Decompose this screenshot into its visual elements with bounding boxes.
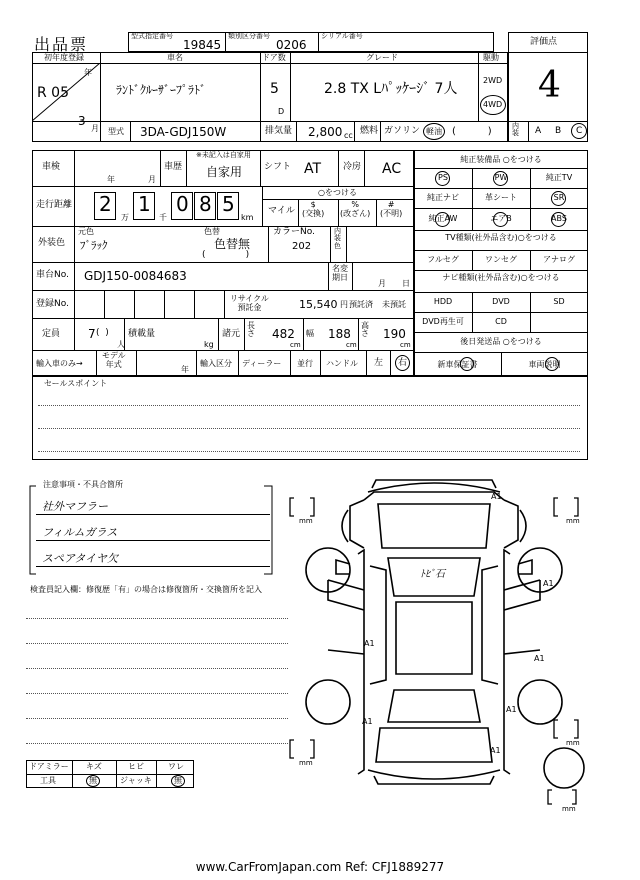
damage-mark-right-rear: A1: [506, 705, 517, 714]
import-parallel: 並行: [297, 359, 313, 368]
tv-row-1: ワンセグ: [485, 255, 517, 264]
tire-mm-spare: mm: [562, 805, 576, 813]
height-label: 高さ: [361, 321, 369, 339]
ac-label: 冷房: [343, 162, 362, 172]
tire-mm-rl: mm: [299, 759, 313, 767]
legend-jack-circle: [171, 775, 185, 787]
sales-point-box: [32, 376, 588, 460]
navi-row1-2: SD: [553, 297, 565, 306]
model-year-label: モデル 年式: [102, 351, 126, 369]
equip-row3-1: エアB: [490, 214, 512, 223]
length-unit: cm: [290, 341, 301, 349]
interior-label: 内装: [512, 122, 519, 137]
import-dealer: ディーラー: [242, 359, 282, 368]
score-label: 評価点: [530, 37, 558, 47]
note-line-2: フィルムガラス: [42, 526, 118, 539]
navi-row1-1: DVD: [492, 297, 510, 306]
damage-mark-left-rear: A1: [362, 717, 373, 726]
drive-4wd-circle: [480, 95, 506, 115]
recycle-unit: 円: [340, 300, 348, 309]
color-paren: ( ): [202, 250, 250, 260]
equip-divider: [414, 270, 588, 271]
legend-tools-value: 無: [89, 776, 97, 785]
score-value: 4: [538, 65, 561, 106]
mileage-km-unit: km: [241, 213, 254, 222]
chassis-value: GDJ150-0084683: [84, 269, 187, 283]
handle-label: ハンドル: [326, 359, 358, 368]
load-label: 積載量: [128, 329, 156, 339]
legend-tools: 工具: [40, 776, 56, 785]
mileage-digit: 1: [138, 192, 151, 216]
legend-jack-value: 無: [174, 776, 182, 785]
capacity-label: 定員: [42, 329, 61, 339]
ac-value: AC: [382, 161, 402, 177]
equip-divider: [414, 312, 588, 313]
door-count: 5: [270, 81, 279, 97]
navi-title: ナビ種類(社外品含む)○をつける: [442, 273, 560, 282]
usage-note: ※未記入は自家用: [196, 151, 251, 159]
legend-scratch: キズ: [86, 762, 102, 771]
displacement-unit: cc: [344, 131, 353, 140]
interior-b: B: [555, 126, 562, 136]
sales-point-label: セールスポイント: [44, 379, 108, 388]
fuel-diesel: 軽油: [426, 127, 442, 136]
drive-4wd: 4WD: [483, 100, 503, 109]
recycle-unpaid: 未預託: [382, 300, 406, 309]
serial-label: シリアル番号: [321, 32, 363, 40]
damage-mark-front: A1: [491, 492, 502, 501]
mileage-digit: 2: [99, 192, 112, 216]
mileage-circle-note: ○をつける: [318, 188, 357, 197]
size-label: 諸元: [222, 329, 241, 339]
width-value: 188: [328, 327, 351, 341]
damage-mark-left-door: A1: [364, 639, 375, 648]
shift-value: AT: [304, 161, 322, 177]
color-no-label: カラーNo.: [273, 227, 315, 237]
chassis-label: 車台No.: [36, 270, 69, 280]
mileage-sen-unit: 千: [159, 213, 167, 222]
color-no-value: 202: [292, 241, 312, 252]
interior-a: A: [535, 126, 542, 136]
legend-break: ワレ: [168, 762, 184, 771]
length-label: 長さ: [247, 321, 255, 339]
mileage-label: 走行距離: [36, 200, 73, 210]
equip-row3-2: ABS: [551, 214, 567, 223]
navi-row2-0: DVD再生可: [422, 317, 464, 326]
inspection-month-unit: 月: [148, 175, 156, 184]
interior-color-label: 内装色: [334, 227, 341, 250]
interior-c-circle: [571, 123, 587, 139]
tv-title: TV種類(社外品含む)○をつける: [445, 233, 557, 242]
equip-row2-2: SR: [553, 193, 565, 202]
equip-divider: [414, 230, 588, 231]
mileage-digit: 8: [199, 192, 212, 216]
equip-title: 純正装備品 ○をつける: [460, 155, 542, 164]
equip-selected-circle: [493, 212, 508, 227]
capacity-value: 7: [88, 327, 96, 341]
recycle-paid: 預託済: [349, 300, 373, 309]
inspection-label: 車検: [42, 162, 61, 172]
exterior-color-label: 外装色: [38, 238, 66, 248]
equip-row3-0: 純正AW: [428, 214, 458, 223]
handle-left: 左: [374, 358, 384, 368]
first-reg-label: 初年度登録: [44, 53, 84, 62]
equip-selected-circle: [435, 212, 450, 227]
later-warranty: 新車保証書: [437, 360, 478, 369]
height-value: 190: [383, 327, 406, 341]
equip-row1-0: PS: [438, 173, 448, 182]
tv-row-0: フルセグ: [427, 255, 459, 264]
name-change-month: 月: [378, 279, 386, 288]
mileage-digit: 5: [222, 192, 235, 216]
tire-mm-rr: mm: [566, 739, 580, 747]
shift-label: シフト: [264, 162, 292, 172]
import-category-label: 輸入区分: [200, 359, 232, 368]
model-value: 3DA-GDJ150W: [140, 125, 227, 139]
notes-title: 注意事項・不具合箇所: [43, 480, 123, 489]
recycle-value: 15,540: [299, 298, 338, 311]
usage-value: 自家用: [206, 165, 243, 179]
color-change-value: 色替無: [214, 237, 251, 251]
car-name-label: 車名: [167, 53, 183, 62]
equip-divider: [414, 168, 588, 169]
tv-row-2: アナログ: [543, 255, 575, 264]
width-label: 幅: [306, 329, 314, 338]
legend-door-mirror: ドアミラー: [29, 762, 69, 771]
car-damage-diagram: [288, 470, 588, 810]
color-value: ﾌﾞﾗｯｸ: [80, 239, 108, 252]
equip-selected-circle: [435, 171, 450, 186]
mileage-exchanged: $ (交換): [302, 200, 325, 218]
fuel-label: 燃料: [360, 126, 379, 136]
type-no-value: 19845: [183, 38, 222, 52]
name-change-day: 日: [402, 279, 410, 288]
fuel-diesel-circle: [423, 123, 445, 140]
interior-c: C: [576, 126, 583, 136]
mileage-man-unit: 万: [121, 213, 129, 222]
drive-label: 駆動: [483, 53, 499, 62]
navi-row1-0: HDD: [433, 297, 453, 306]
capacity-paren: ( ): [96, 328, 109, 338]
width-unit: cm: [346, 341, 357, 349]
handle-right-circle: [395, 355, 410, 371]
model-label: 型式: [108, 127, 124, 136]
legend-crack: ヒビ: [128, 762, 144, 771]
fuel-other-paren: ( ): [452, 126, 492, 137]
recycle-label: リサイクル 預託金: [230, 294, 269, 313]
damage-mark-right-door: A1: [534, 654, 545, 663]
first-reg-year: R 05: [37, 85, 69, 101]
legend-tools-circle: [86, 775, 100, 787]
class-no-label: 類別区分番号: [228, 32, 270, 40]
displacement-label: 排気量: [265, 126, 293, 136]
navi-row2-1: CD: [495, 317, 507, 326]
equip-col-divider: [530, 312, 531, 332]
door-sub: D: [278, 107, 285, 116]
equip-selected-circle: [493, 171, 508, 186]
equip-divider: [414, 208, 588, 209]
length-value: 482: [272, 327, 295, 341]
capacity-unit: 人: [117, 340, 125, 349]
equip-row1-2: 純正TV: [545, 173, 573, 182]
displacement-value: 2,800: [308, 125, 343, 139]
name-change-label: 名変期日: [332, 264, 348, 282]
usage-label: 車歴: [164, 162, 183, 172]
first-reg-month-unit: 月: [91, 124, 99, 133]
first-reg-month: 3: [78, 114, 86, 128]
equip-row2-1: 革シート: [485, 193, 517, 202]
drive-2wd: 2WD: [483, 76, 503, 85]
import-label: 輸入車のみ→: [36, 359, 83, 368]
load-unit: kg: [204, 340, 214, 349]
note-line-1: 社外マフラー: [42, 500, 108, 513]
later-title: 後日発送品 ○をつける: [460, 337, 542, 346]
mileage-mile: マイル: [268, 206, 295, 216]
later-manual-circle: [545, 357, 559, 371]
windshield-note: ﾄﾋﾞ石: [420, 569, 445, 580]
legend-jack: ジャッキ: [120, 776, 152, 785]
class-no-value: 0206: [276, 38, 307, 52]
type-no-label: 型式指定番号: [131, 32, 173, 40]
tire-mm-fr: mm: [566, 517, 580, 525]
grade-label: グレード: [366, 53, 398, 62]
equip-divider: [414, 188, 588, 189]
later-manual: 車両説明: [528, 360, 561, 369]
mileage-unknown: # (不明): [380, 200, 403, 218]
tire-mm-fl: mm: [299, 517, 313, 525]
color-change-label: 色替: [204, 227, 220, 236]
grade-value: 2.8 TX Lﾊﾟｯｹｰｼﾞ 7人: [324, 81, 458, 97]
mileage-tampered: % (改ざん): [340, 200, 371, 218]
note-line-3: スペアタイヤ欠: [42, 552, 119, 565]
original-color-label: 元色: [78, 227, 94, 236]
equip-row2-0: 純正ナビ: [427, 193, 459, 202]
inspection-year-unit: 年: [107, 175, 115, 184]
damage-mark-right-front: A1: [543, 579, 554, 588]
inspector-label: 検査員記入欄：修復歴「有」の場合は修復箇所・交換箇所を記入: [30, 585, 262, 594]
first-reg-year-unit: 年: [84, 68, 92, 77]
equip-divider: [414, 292, 588, 293]
equip-selected-circle: [551, 191, 566, 206]
car-name-value: ﾗﾝﾄﾞｸﾙｰｻﾞｰﾌﾟﾗﾄﾞ: [116, 83, 207, 97]
model-year-unit: 年: [181, 365, 189, 374]
equip-selected-circle: [551, 212, 566, 227]
footer-reference: www.CarFromJapan.com Ref: CFJ1889277: [195, 860, 445, 874]
equip-row1-1: PW: [494, 173, 508, 182]
height-unit: cm: [400, 341, 411, 349]
handle-right: 右: [398, 358, 408, 368]
fuel-gasoline: ガソリン: [384, 126, 421, 136]
equip-divider: [414, 250, 588, 251]
later-warranty-circle: [460, 357, 474, 371]
sheet-title: 出品票: [34, 35, 89, 54]
mileage-digit: 0: [176, 192, 189, 216]
door-label: ドア数: [262, 53, 286, 62]
equip-divider: [414, 332, 588, 333]
damage-mark-rear: A1: [490, 746, 501, 755]
registration-label: 登録No.: [36, 299, 69, 309]
